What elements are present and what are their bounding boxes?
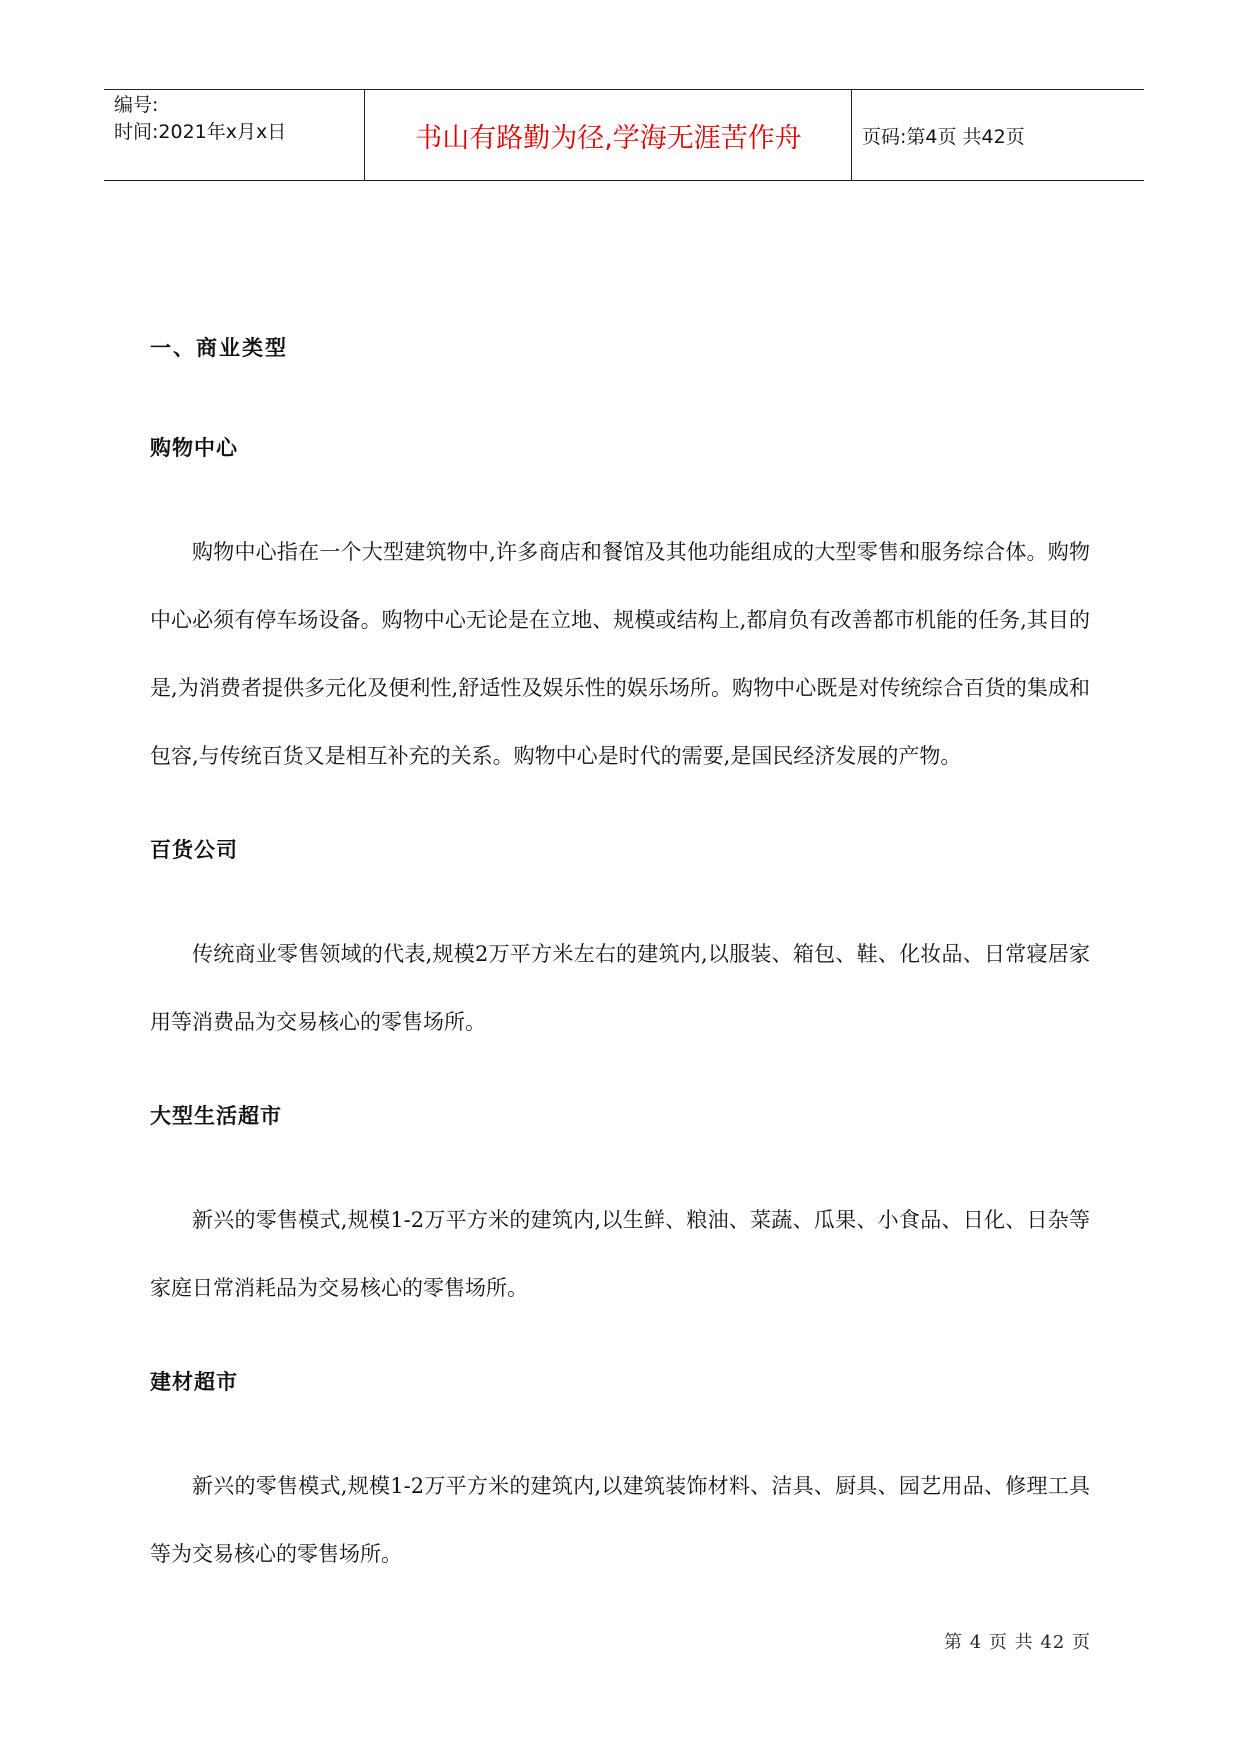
paragraph-hypermarket: 新兴的零售模式,规模1-2万平方米的建筑内,以生鲜、粮油、菜蔬、瓜果、小食品、日化、日杂等家庭日常消耗品为交易核心的零售场所。 [150,1208,1090,1300]
paragraph-shopping-center: 购物中心指在一个大型建筑物中,许多商店和餐馆及其他功能组成的大型零售和服务综合体。购物中心必须有停车场设备。购物中心无论是在立地、规模或结构上,都肩负有改善都市机能的任务,其目的是,为消费者提供多元化及便利性,舒适性及娱乐性的娱乐场所。购物中心既是对传统综合百货的集成和包容,与传统百货又是相互补充的关系。购物中心是时代的需要,是国民经济发展的产物。 [150,540,1090,768]
subsection-title-building-materials: 建材超市 [150,1370,238,1394]
subsection-title-shopping-center: 购物中心 [150,436,238,460]
subsection-title-hypermarket: 大型生活超市 [150,1104,282,1128]
document-number-label: 编号: [114,94,159,116]
subsection-title-department-store: 百货公司 [150,838,238,862]
header-divider [364,90,365,180]
document-time-label: 时间:2021年x月x日 [114,121,287,143]
header-page-number: 页码:第4页 共42页 [862,125,1025,148]
paragraph-building-materials: 新兴的零售模式,规模1-2万平方米的建筑内,以建筑装饰材料、洁具、厨具、园艺用品、修理工具等为交易核心的零售场所。 [150,1474,1090,1566]
document-body [150,318,1090,1618]
section-title: 一、商业类型 [150,336,288,360]
header-info [114,92,364,146]
paragraph-department-store: 传统商业零售领域的代表,规模2万平方米左右的建筑内,以服装、箱包、鞋、化妆品、日常寝居家用等消费品为交易核心的零售场所。 [150,942,1090,1034]
header-divider [851,90,852,180]
header-motto: 书山有路勤为径,学海无涯苦作舟 [415,122,802,154]
page-header [104,89,1144,181]
page-footer: 第 4 页 共 42 页 [944,1632,1091,1653]
